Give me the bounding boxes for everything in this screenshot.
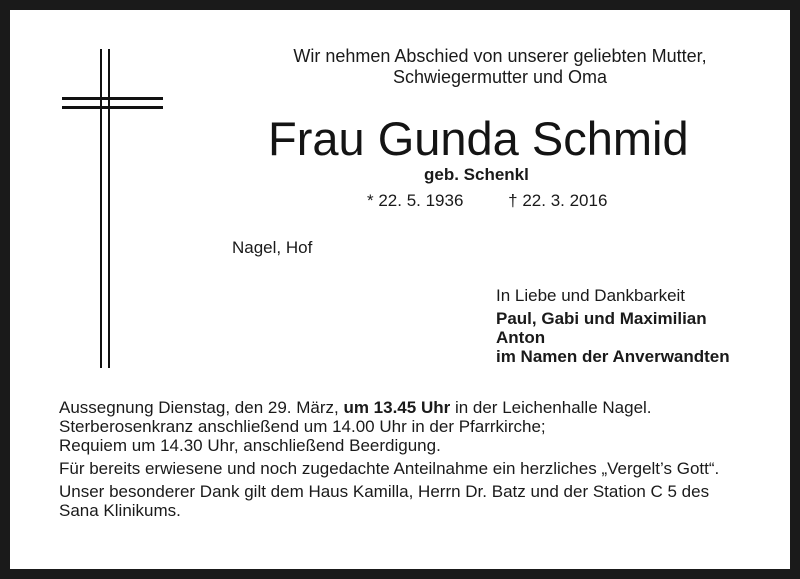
deceased-name: Frau Gunda Schmid <box>268 112 689 165</box>
residence: Nagel, Hof <box>232 238 313 257</box>
service-line-1-c: in der Leichenhalle Nagel. <box>450 398 652 417</box>
life-dates <box>367 190 607 212</box>
cross-horizontal-bar-bottom <box>62 106 163 109</box>
service-line-1-a: Aussegnung Dienstag, den 29. März, <box>59 398 344 417</box>
mourners-lead: In Liebe und Dankbarkeit <box>496 286 686 305</box>
mourners-line-1: Paul, Gabi und Maximilian <box>496 309 707 328</box>
intro-text <box>290 46 710 88</box>
mourners-line-3: im Namen der Anverwandten <box>496 347 730 366</box>
cross-horizontal-bar-top <box>62 97 163 100</box>
thanks-line-3: Sana Klinikums. <box>59 501 181 520</box>
intro-line-2: Schwiegermutter und Oma <box>392 67 608 87</box>
thanks-line-1: Für bereits erwiesene und noch zugedachte Anteilnahme ein herzliches „Vergelt’s Gott“. <box>59 459 720 478</box>
mourners-line-2: Anton <box>496 328 546 347</box>
service-info <box>59 398 719 520</box>
intro-line-1: Wir nehmen Abschied von unserer geliebten Mutter, <box>293 46 707 66</box>
thanks-line-2: Unser besonderer Dank gilt dem Haus Kamilla, Herrn Dr. Batz und der Station C 5 des <box>59 482 710 501</box>
maiden-name: geb. Schenkl <box>424 165 529 184</box>
service-time: um 13.45 Uhr <box>343 398 451 417</box>
service-line-3: Requiem um 14.30 Uhr, anschließend Beerdigung. <box>59 436 441 455</box>
mourners-block <box>496 286 730 366</box>
birth-date: * 22. 5. 1936 <box>367 191 464 210</box>
service-line-2: Sterberosenkranz anschließend um 14.00 Uhr in der Pfarrkirche; <box>59 417 546 436</box>
service-line-1 <box>59 398 719 417</box>
death-date: † 22. 3. 2016 <box>508 191 608 210</box>
